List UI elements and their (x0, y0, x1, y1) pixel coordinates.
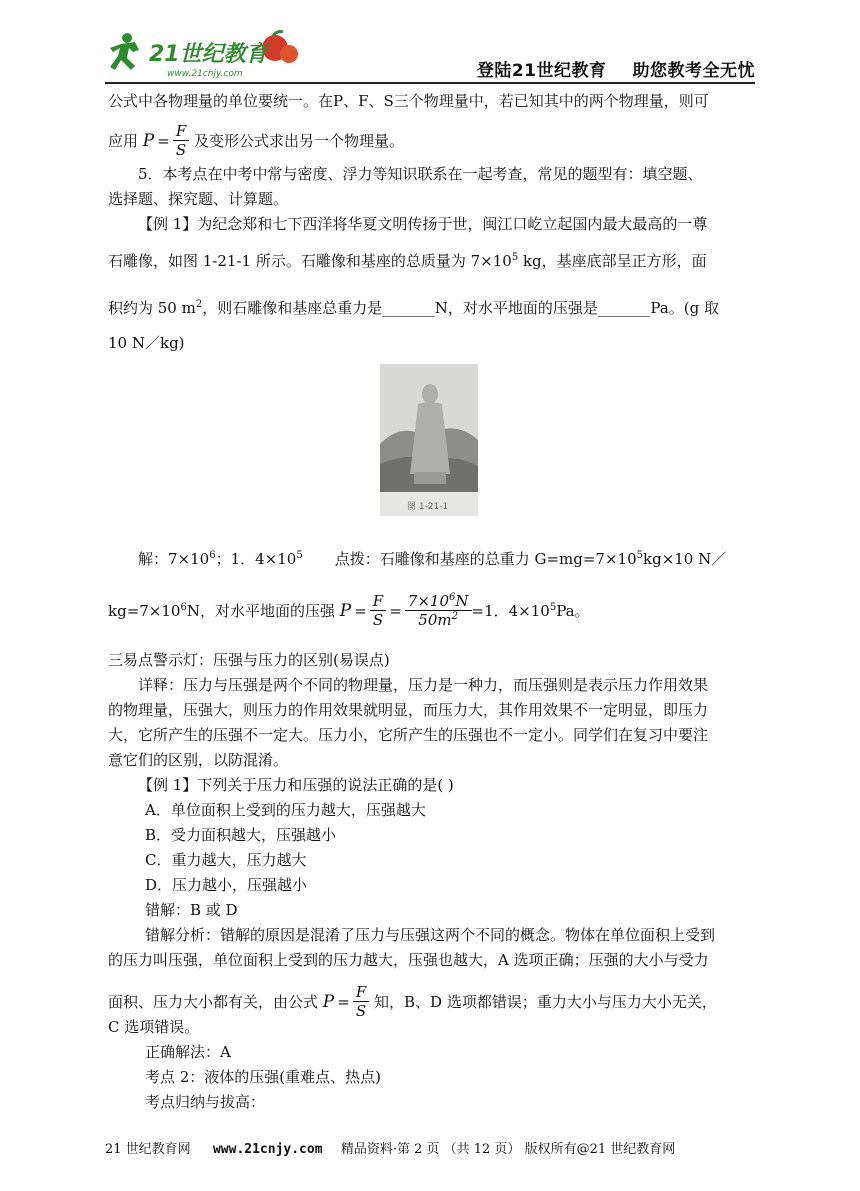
section-heading: 考点 2：液体的压强(重难点、热点) (145, 1068, 382, 1086)
text-line: 的物理量，压强大，则压力的作用效果就明显，而压力大，其作用效果不一定明显，即压力 (108, 701, 709, 719)
text-line: 的压力叫压强，单位面积上受到的压力越大，压强也越大，A 选项正确；压强的大小与受力 (108, 951, 709, 969)
text-line: 5．本考点在中考中常与密度、浮力等知识联系在一起考查，常见的题型有：填空题、 (138, 165, 703, 183)
footer-url[interactable]: www.21cnjy.com (212, 1142, 323, 1157)
option-d: D．压力越小，压强越小 (145, 876, 308, 894)
text-line: 选择题、探究题、计算题。 (108, 190, 289, 208)
header-divider (105, 82, 755, 84)
text-line: 10 N／kg) (108, 334, 185, 352)
footer-site: 21 世纪教育网 (105, 1142, 191, 1157)
example-question: 【例 1】下列关于压力和压强的说法正确的是( ) (138, 776, 454, 794)
correct-answer: 正确解法：A (145, 1043, 231, 1061)
text-line: C 选项错误。 (108, 1018, 200, 1036)
page-header (105, 28, 755, 84)
header-slogan (477, 56, 755, 81)
slogan-left: 登陆21世纪教育 (476, 61, 607, 81)
pressure-formula: $\frac{F}{S}$ (173, 122, 189, 159)
section-heading: 三易点警示灯：压强与压力的区别(易误点) (108, 651, 390, 669)
option-c: C．重力越大，压力越大 (145, 851, 307, 869)
text-line: $kg=7\times 10^6N$，对水平地面的压强 P = $\frac{F}{S}$ = $\frac{7\times 10^6N}{50m^2}$ =1．$4\times 10^5Pa$。 (108, 592, 590, 629)
wrong-answer: 错解：B 或 D (145, 901, 238, 919)
option-b: B．受力面积越大，压强越小 (145, 826, 337, 844)
svg-text:21世纪教育: 21世纪教育 (149, 42, 268, 67)
text-line: 考点归纳与拔高： (145, 1093, 266, 1111)
page-footer (105, 1138, 757, 1157)
text-line: 【例 1】为纪念郑和七下西洋将华夏文明传扬于世，闽江口屹立起国内最大最高的一尊 (138, 215, 708, 233)
footer-info: 精品资料·第 2 页 （共 12 页） 版权所有@21 世纪教育网 (340, 1142, 676, 1157)
figure-caption: 图 1-21-1 (407, 502, 449, 512)
text-line: 石雕像，如图 1-21-1 所示。石雕像和基座的总质量为 $7\times 10^5$ kg，基座底部呈正方形，面 (108, 252, 707, 270)
text-line: 面积、压力大小都有关，由公式 P = $\frac{F}{S}$ 知，B、D 选项都错误；重力大小与压力大小无关， (108, 983, 717, 1020)
option-a: A．单位面积上受到的压力越大，压强越大 (145, 801, 426, 819)
text-line: 详释：压力与压强是两个不同的物理量，压力是一种力，而压强则是表示压力作用效果 (138, 676, 709, 694)
slogan-right: 助您教考全无忧 (632, 61, 755, 81)
text-line: 积约为 50 $m^2$，则石雕像和基座总重力是_______N，对水平地面的压强是_______Pa。(g 取 (108, 299, 719, 317)
svg-text:www.21cnjy.com: www.21cnjy.com (167, 69, 243, 79)
runner-icon (110, 33, 139, 70)
text-line: 公式中各物理量的单位要统一。在P、F、S三个物理量中，若已知其中的两个物理量，则可 (108, 92, 709, 110)
text-line: 大，它所产生的压强不一定大。压力小，它所产生的压强也不一定小。同学们在复习中要注 (108, 726, 709, 744)
pressure-calculation: $\frac{7\times 10^6N}{50m^2}$ (405, 592, 472, 629)
text-line: 应用 P = $\frac{F}{S}$ 及变形公式求出另一个物理量。 (108, 122, 405, 159)
21cnjy-logo (105, 28, 305, 80)
text-line: 解：$7\times 10^6$；1．$4\times 10^5$ 点拨：石雕像和基座的总重力 $G=mg=7\times 10^5kg\times 10$ N／ (138, 550, 727, 568)
text-line: 意它们的区别，以防混淆。 (108, 751, 289, 769)
statue-photo (380, 364, 478, 516)
text-line: 错解分析：错解的原因是混淆了压力与压强这两个不同的概念。物体在单位面积上受到 (145, 926, 716, 944)
